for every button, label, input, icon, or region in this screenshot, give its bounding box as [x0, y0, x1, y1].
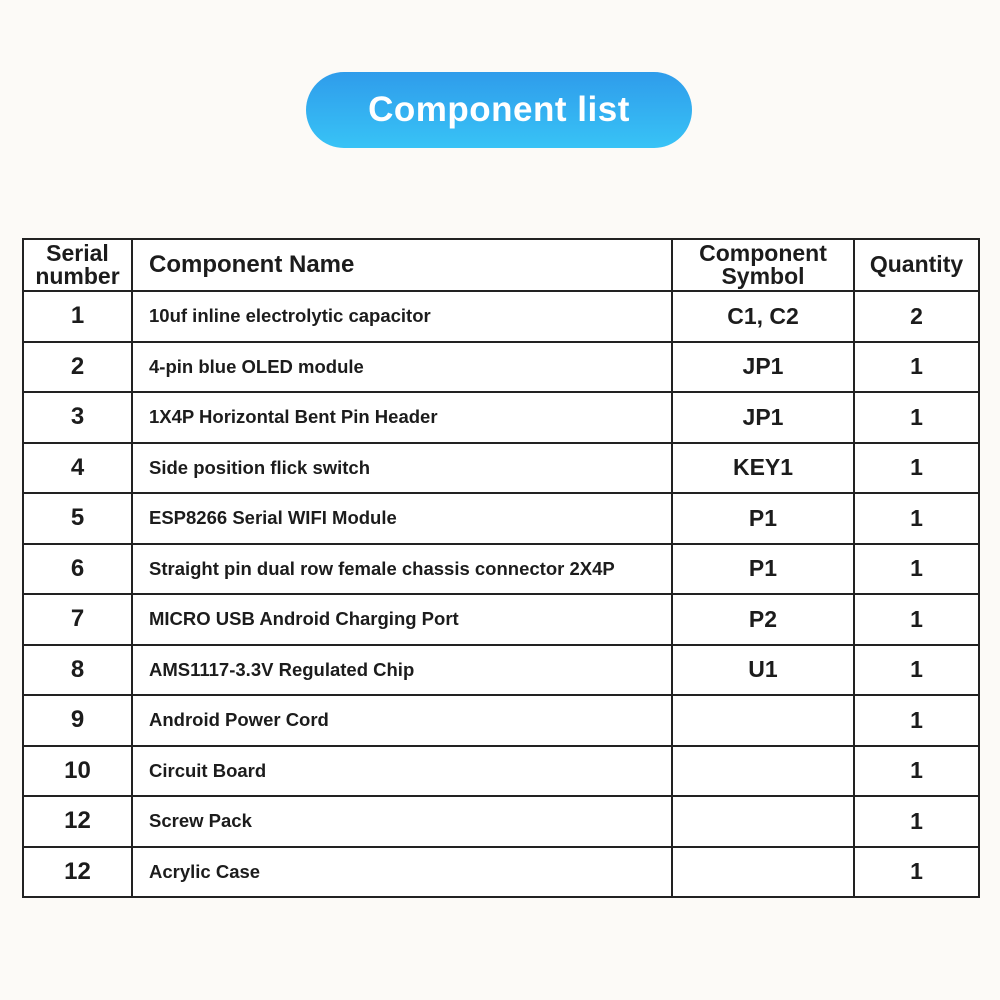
table-row — [23, 544, 979, 595]
component-symbol-cell — [672, 746, 854, 797]
quantity-cell: 1 — [854, 746, 979, 797]
serial-number-cell: 12 — [23, 847, 132, 898]
table-row — [23, 796, 979, 847]
serial-number-cell: 6 — [23, 544, 132, 595]
component-name-cell: Circuit Board — [132, 746, 672, 797]
component-name-cell: ESP8266 Serial WIFI Module — [132, 493, 672, 544]
quantity-cell: 1 — [854, 695, 979, 746]
component-symbol-cell: U1 — [672, 645, 854, 696]
table-row — [23, 392, 979, 443]
component-name-cell: 10uf inline electrolytic capacitor — [132, 291, 672, 342]
serial-number-cell: 12 — [23, 796, 132, 847]
table-row — [23, 443, 979, 494]
quantity-cell: 1 — [854, 544, 979, 595]
component-symbol-cell: P2 — [672, 594, 854, 645]
component-symbol-cell: JP1 — [672, 342, 854, 393]
col-header-serial-number: Serial number — [23, 239, 132, 291]
page-title: Component list — [368, 90, 630, 129]
component-symbol-cell: P1 — [672, 544, 854, 595]
table-row — [23, 746, 979, 797]
serial-number-cell: 2 — [23, 342, 132, 393]
table-row — [23, 493, 979, 544]
quantity-cell: 1 — [854, 443, 979, 494]
col-header-component-name: Component Name — [132, 239, 672, 291]
component-name-cell: AMS1117-3.3V Regulated Chip — [132, 645, 672, 696]
serial-number-cell: 10 — [23, 746, 132, 797]
table-row — [23, 847, 979, 898]
component-symbol-cell: P1 — [672, 493, 854, 544]
quantity-cell: 1 — [854, 392, 979, 443]
quantity-cell: 2 — [854, 291, 979, 342]
component-symbol-cell — [672, 796, 854, 847]
quantity-cell: 1 — [854, 847, 979, 898]
table-row — [23, 291, 979, 342]
component-name-cell: Side position flick switch — [132, 443, 672, 494]
table-row — [23, 594, 979, 645]
table-row — [23, 645, 979, 696]
component-symbol-cell: KEY1 — [672, 443, 854, 494]
table-header-row — [23, 239, 979, 291]
component-name-cell: 4-pin blue OLED module — [132, 342, 672, 393]
table-header — [23, 239, 979, 291]
serial-number-cell: 4 — [23, 443, 132, 494]
quantity-cell: 1 — [854, 796, 979, 847]
component-table — [22, 238, 980, 898]
col-header-component-symbol: Component Symbol — [672, 239, 854, 291]
component-name-cell: Android Power Cord — [132, 695, 672, 746]
title-pill — [306, 72, 692, 148]
component-name-cell: MICRO USB Android Charging Port — [132, 594, 672, 645]
component-name-cell: 1X4P Horizontal Bent Pin Header — [132, 392, 672, 443]
component-name-cell: Screw Pack — [132, 796, 672, 847]
table-row — [23, 342, 979, 393]
col-header-quantity: Quantity — [854, 239, 979, 291]
serial-number-cell: 1 — [23, 291, 132, 342]
serial-number-cell: 3 — [23, 392, 132, 443]
serial-number-cell: 9 — [23, 695, 132, 746]
table-row — [23, 695, 979, 746]
serial-number-cell: 7 — [23, 594, 132, 645]
component-table-body — [23, 291, 979, 897]
serial-number-cell: 8 — [23, 645, 132, 696]
component-name-cell: Acrylic Case — [132, 847, 672, 898]
quantity-cell: 1 — [854, 645, 979, 696]
quantity-cell: 1 — [854, 493, 979, 544]
component-symbol-cell — [672, 695, 854, 746]
quantity-cell: 1 — [854, 342, 979, 393]
component-name-cell: Straight pin dual row female chassis connector 2X4P — [132, 544, 672, 595]
quantity-cell: 1 — [854, 594, 979, 645]
serial-number-cell: 5 — [23, 493, 132, 544]
component-symbol-cell: JP1 — [672, 392, 854, 443]
component-symbol-cell — [672, 847, 854, 898]
component-symbol-cell: C1, C2 — [672, 291, 854, 342]
